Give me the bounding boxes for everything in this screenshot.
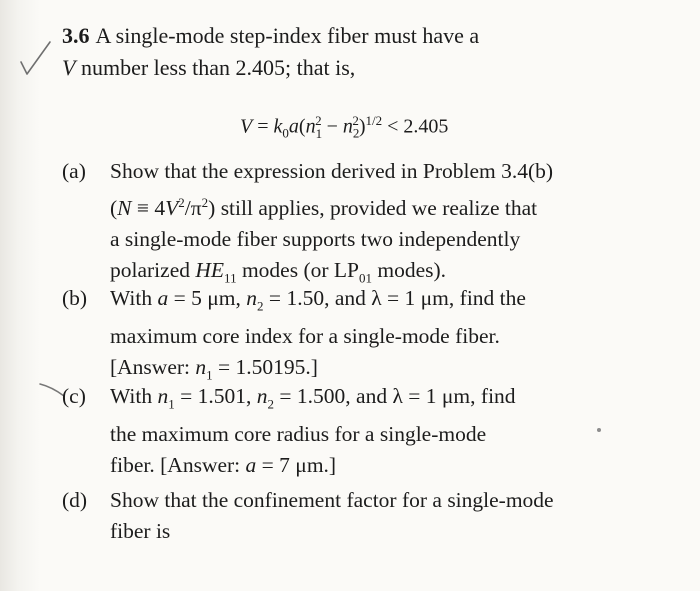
part-a-marker: (a) (62, 159, 86, 183)
v-number-bound: 2.405 (403, 115, 449, 138)
part-a-body: Show that the expression derived in Problem 3.4(b) $(N \equiv 4V^2/\pi^2)$ still applies, provided we realize that a single-mode fiber supports two independently polarized $HE_{11}$ modes (or $LP_{01}$ modes). (110, 159, 554, 286)
part-b-answer: [Answer: $n_1 = 1.50195$.] (110, 355, 318, 383)
part-c-body: With $n_1 = 1.501$, $n_2 = 1.500$, and λ = 1 μm, find the maximum core radius for a single-mode fiber. [Answer: a = 7 μm.] (110, 381, 682, 481)
part-c (62, 381, 682, 481)
part-d-body: Show that the confinement factor for a single-mode fiber is (110, 488, 554, 543)
problem-number: 3.6 (62, 23, 90, 48)
part-b-body: With a = 5 μm, $n_2 = 1.50$, and λ = 1 μm, find the maximum core index for a single-mode fiber. [Answer: $n_1 = 1.50195$.] (110, 283, 682, 391)
part-c-answer: fiber. [Answer: a = 7 μm.] (110, 453, 337, 478)
v-number-equation: $V = k_0a(n_1^2 - n_2^2)^{1/2} < 2.405$ (240, 113, 449, 141)
part-a (62, 156, 682, 293)
problem-line-1 (62, 20, 682, 52)
problem-statement (62, 20, 682, 84)
pencil-dot-mark (597, 428, 601, 432)
part-c-marker: (c) (62, 384, 86, 408)
problem-line-2 (62, 52, 682, 84)
part-b (62, 283, 682, 391)
problem-line-2-text: number less than 2.405; that is, (75, 55, 356, 80)
handwritten-check-icon (18, 38, 54, 80)
part-d-marker: (d) (62, 488, 88, 512)
v-number-symbol: V (62, 55, 76, 80)
problem-line-1-text: A single-mode step-index fiber must have a (95, 23, 480, 48)
part-d (62, 485, 682, 547)
part-b-marker: (b) (62, 286, 88, 310)
